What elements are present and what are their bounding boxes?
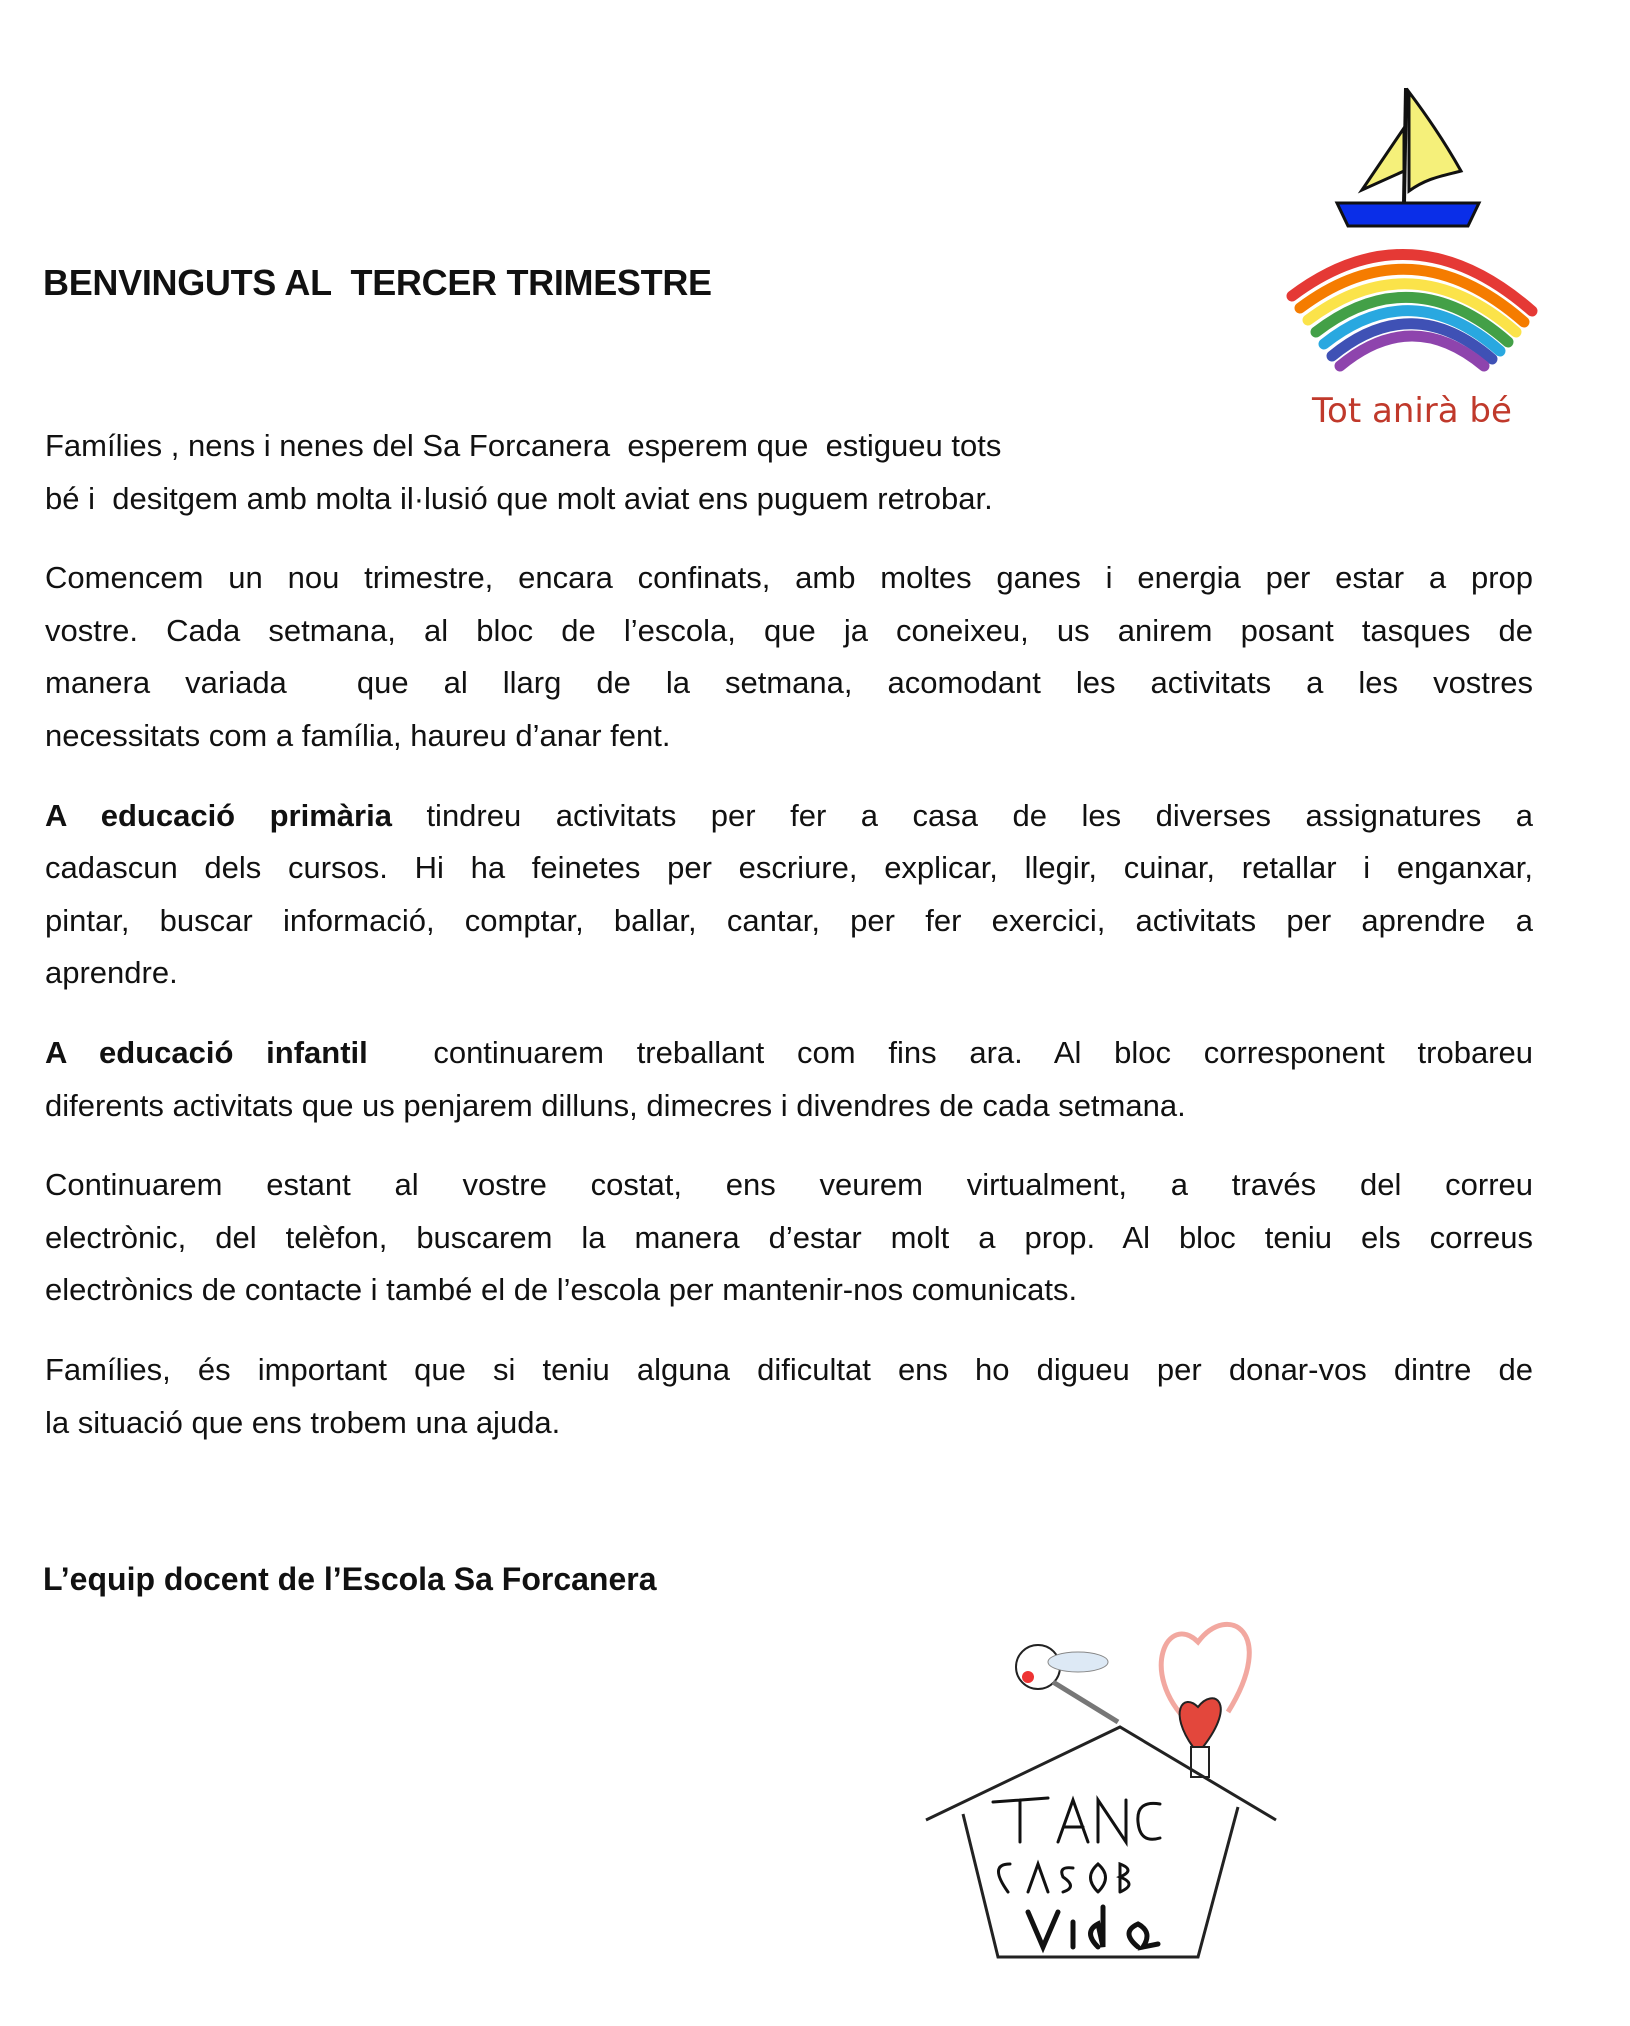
house-lettering-drawing bbox=[993, 1798, 1160, 1947]
line-text: tindreu activitats per fer a casa de les diverses assignatures a bbox=[391, 797, 1534, 833]
line-text: continuarem treballant com fins ara. Al bloc corresponent trobareu bbox=[367, 1034, 1533, 1070]
paragraph-line bbox=[45, 1159, 1533, 1212]
line-text: manera variada que al llarg de la setmana, acomodant les activitats a les vostres bbox=[45, 665, 1533, 701]
line-text: Famílies , nens i nenes del Sa Forcanera esperem que estigueu tots bbox=[45, 428, 1002, 463]
line-text: Famílies, és important que si teniu alguna dificultat ens ho digueu per donar-vos dintre de bbox=[45, 1351, 1533, 1387]
body-paragraph bbox=[45, 790, 1533, 1000]
line-text: electrònic, del telèfon, buscarem la manera d’estar molt a prop. Al bloc teniu els correus bbox=[45, 1219, 1533, 1255]
line-text: electrònics de contacte i també el de l’escola per mantenir-nos comunicats. bbox=[45, 1272, 1078, 1308]
line-text: vostre. Cada setmana, al bloc de l’escola, que ja coneixeu, us anirem posant tasques de bbox=[45, 612, 1533, 648]
body-paragraph bbox=[45, 1027, 1533, 1132]
paragraph-line bbox=[45, 1027, 1533, 1080]
paragraph-line bbox=[45, 1344, 1533, 1397]
paragraph-line bbox=[45, 1397, 1533, 1450]
body-paragraph bbox=[45, 552, 1533, 762]
tancats-a-casa-illustration bbox=[898, 1572, 1288, 1964]
paragraph-line bbox=[45, 947, 1533, 1000]
paragraph-line bbox=[45, 473, 1533, 526]
line-text: bé i desitgem amb molta il·lusió que molt aviat ens puguem retrobar. bbox=[45, 480, 993, 516]
signature: L’equip docent de l’Escola Sa Forcanera bbox=[43, 1561, 657, 1597]
body-paragraph bbox=[45, 1344, 1533, 1449]
paragraph-line bbox=[45, 1264, 1533, 1317]
rainbow-icon bbox=[1292, 254, 1532, 366]
body-text bbox=[45, 420, 1533, 1449]
page-title: BENVINGUTS AL TERCER TRIMESTRE bbox=[43, 262, 712, 303]
line-text: cadascun dels cursos. Hi ha feinetes per escriure, explicar, llegir, cuinar, retallar i enganxar, bbox=[45, 850, 1533, 886]
bee-character-icon bbox=[1016, 1645, 1118, 1722]
heart-icon bbox=[1161, 1624, 1249, 1777]
logo-caption: Tot anirà bé bbox=[1312, 391, 1512, 431]
paragraph-line bbox=[45, 710, 1533, 763]
line-text: aprendre. bbox=[45, 955, 178, 991]
sailboat-icon bbox=[1337, 88, 1479, 226]
paragraph-line bbox=[45, 1212, 1533, 1265]
body-paragraph bbox=[45, 420, 1533, 525]
bold-lead: A educació primària bbox=[45, 797, 392, 833]
paragraph-line bbox=[45, 657, 1533, 710]
body-paragraph bbox=[45, 1159, 1533, 1317]
line-text: necessitats com a família, haureu d’anar fent. bbox=[45, 717, 671, 753]
bold-lead: A educació infantil bbox=[45, 1034, 368, 1070]
sailboat-rainbow-logo bbox=[1232, 66, 1552, 436]
paragraph-line bbox=[45, 895, 1533, 948]
paragraph-line bbox=[45, 420, 1533, 473]
line-text: diferents activitats que us penjarem dilluns, dimecres i divendres de cada setmana. bbox=[45, 1087, 1186, 1123]
line-text: pintar, buscar informació, comptar, ballar, cantar, per fer exercici, activitats per aprendre a bbox=[45, 902, 1533, 938]
paragraph-line bbox=[45, 605, 1533, 658]
line-text: Comencem un nou trimestre, encara confinats, amb moltes ganes i energia per estar a prop bbox=[45, 560, 1533, 596]
line-text: Continuarem estant al vostre costat, ens veurem virtualment, a través del correu bbox=[45, 1167, 1533, 1203]
paragraph-line bbox=[45, 842, 1533, 895]
paragraph-line bbox=[45, 790, 1533, 843]
paragraph-line bbox=[45, 552, 1533, 605]
paragraph-line bbox=[45, 1080, 1533, 1133]
line-text: la situació que ens trobem una ajuda. bbox=[45, 1404, 561, 1440]
